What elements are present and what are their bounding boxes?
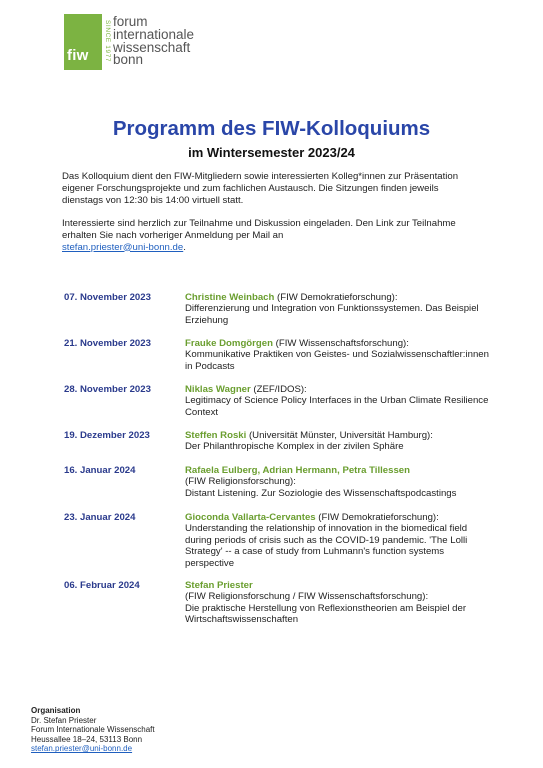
session-details xyxy=(185,384,495,418)
session-affiliation: (ZEF/IDOS): xyxy=(250,384,307,395)
intro-text xyxy=(62,171,482,253)
intro-period: . xyxy=(183,241,186,253)
session-affiliation: (FIW Religionsforschung): xyxy=(185,476,296,488)
intro-paragraph-1: Das Kolloquium dient den FIW-Mitgliedern sowie interessierten Kolleg*innen zur Präsentation eigener Forschungsprojekte und zum fachlichen Austausch. Die Sitzungen finden jeweils dienstags von 12:30 bis 14:00 virtuell statt. xyxy=(62,171,459,206)
session-details xyxy=(185,512,495,569)
session-affiliation: (FIW Demokratieforschung): xyxy=(315,512,439,523)
session-speaker: Frauke Domgörgen xyxy=(185,338,273,349)
session-topic: Differenzierung und Integration von Funktionssystemen. Das Beispiel Erziehung xyxy=(185,303,479,326)
contact-email-link[interactable]: stefan.priester@uni-bonn.de xyxy=(62,241,184,253)
logo-line: forum xyxy=(113,14,148,29)
logo-mark-text: fiw xyxy=(67,47,89,64)
page-title: Programm des FIW-Kolloquiums xyxy=(112,117,431,140)
session-date: 16. Januar 2024 xyxy=(64,465,136,476)
session-details xyxy=(185,580,495,626)
session-topic: Distant Listening. Zur Soziologie des Wissenschaftspodcastings xyxy=(185,487,457,499)
session-topic: Kommunikative Praktiken von Geistes- und Sozialwissenschaftler:innen in Podcasts xyxy=(185,349,489,372)
logo-line: internationale xyxy=(113,26,195,42)
session-affiliation: (Universität Münster, Universität Hamburg): xyxy=(246,430,433,441)
logo-line: wissenschaft xyxy=(113,39,191,55)
session-date: 23. Januar 2024 xyxy=(64,512,136,523)
session-affiliation: (FIW Demokratieforschung): xyxy=(274,292,398,303)
session-affiliation: (FIW Religionsforschung / FIW Wissenschaftsforschung): xyxy=(185,591,429,603)
footer-org: Forum Internationale Wissenschaft xyxy=(31,725,155,735)
logo-line: bonn xyxy=(113,52,144,68)
session-speaker: Christine Weinbach xyxy=(185,292,275,303)
footer-email-link[interactable]: stefan.priester@uni-bonn.de xyxy=(31,744,133,754)
session-date: 21. November 2023 xyxy=(64,338,151,349)
session-details xyxy=(185,338,495,372)
logo-wordmark xyxy=(113,16,194,67)
session-details xyxy=(185,430,495,453)
footer-name: Dr. Stefan Priester xyxy=(31,715,97,725)
intro-paragraph-2 xyxy=(62,218,482,254)
footer-address: Heussallee 18–24, 53113 Bonn xyxy=(31,734,143,744)
session-topic: Legitimacy of Science Policy Interfaces in the Urban Climate Resilience Context xyxy=(185,395,489,418)
session-topic: Understanding the relationship of innovation in the biomedical field during periods of crisis such as the COVID-19 pandemic. 'The Lolli Strategy' -- a case of study from Luhmann's function systems perspective xyxy=(185,523,468,569)
session-date: 07. November 2023 xyxy=(64,292,151,303)
session-speaker: Stefan Priester xyxy=(185,580,253,591)
logo-since-text: SINCE 1977 xyxy=(104,20,111,63)
session-topic: Die praktische Herstellung von Reflexionstheorien am Beispiel der Wirtschaftswissenschaften xyxy=(185,602,467,626)
session-speaker: Gioconda Vallarta-Cervantes xyxy=(185,512,316,523)
session-date: 06. Februar 2024 xyxy=(64,580,140,591)
session-date: 28. November 2023 xyxy=(64,384,151,395)
fiw-logo xyxy=(64,14,224,70)
session-affiliation: (FIW Wissenschaftsforschung): xyxy=(272,338,409,349)
session-date: 19. Dezember 2023 xyxy=(64,430,150,441)
session-details xyxy=(185,465,495,499)
session-speaker: Rafaela Eulberg, Adrian Hermann, Petra Tillessen xyxy=(185,465,410,476)
logo-mark xyxy=(64,14,102,70)
session-topic: Der Philanthropische Komplex in der zivilen Sphäre xyxy=(185,441,404,453)
intro-paragraph-2-text: Interessierte sind herzlich zur Teilnahme und Diskussion eingeladen. Den Link zur Teilnahme erhalten Sie nach vorheriger Anmeldung per Mail an xyxy=(62,217,456,241)
session-details xyxy=(185,292,495,326)
session-speaker: Steffen Roski xyxy=(185,430,247,441)
footer-heading: Organisation xyxy=(31,706,81,715)
organisation-footer xyxy=(31,706,155,754)
page-subtitle: im Wintersemester 2023/24 xyxy=(188,145,355,160)
session-speaker: Niklas Wagner xyxy=(185,384,251,395)
